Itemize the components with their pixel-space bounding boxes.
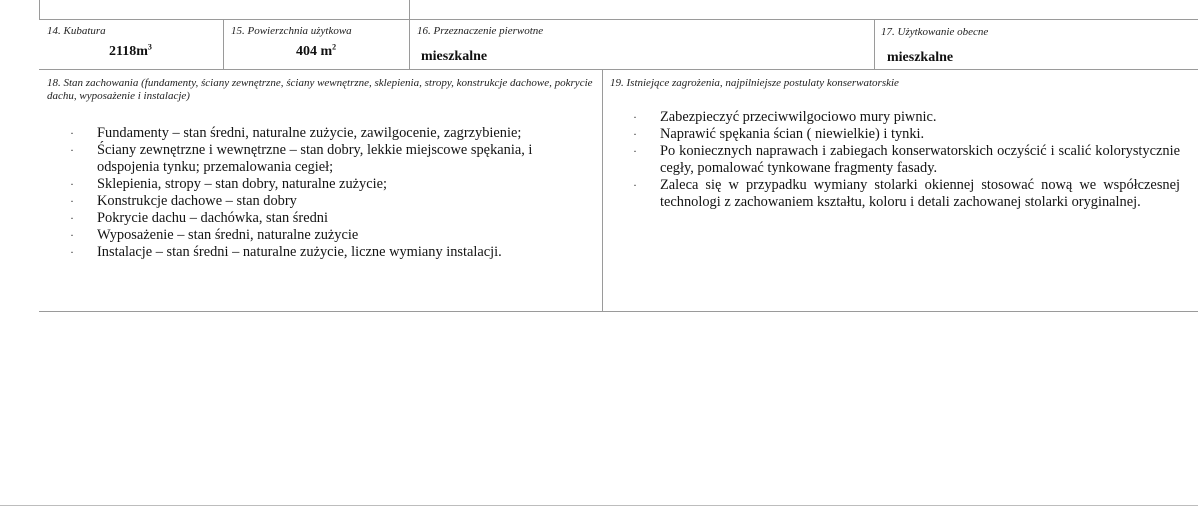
list-item — [70, 142, 585, 176]
divider-15-16 — [409, 19, 410, 69]
bullet-icon: · — [70, 228, 74, 242]
top-stub-line-left — [39, 0, 40, 19]
powierzchnia-unit-exponent: 2 — [332, 42, 337, 52]
list-item-text: Po koniecznych naprawach i zabiegach konserwatorskich oczyścić i scalić kolorystycznie cegły, pomalować tynkowane fragmenty fasady. — [660, 143, 1180, 176]
list-item — [70, 193, 585, 210]
divider-18-19 — [602, 69, 603, 312]
uzytkowanie-value: mieszkalne — [887, 50, 954, 65]
divider-14-15 — [223, 19, 224, 69]
row-middle-border — [39, 69, 1198, 70]
list-item — [633, 177, 1180, 211]
list-item — [70, 176, 585, 193]
list-item-text: Fundamenty – stan średni, naturalne zużycie, zawilgocenie, zagrzybienie; — [97, 125, 522, 141]
przeznaczenie-label: 16. Przeznaczenie pierwotne — [417, 25, 544, 37]
top-stub-line-mid — [409, 0, 410, 19]
list-item-text: Naprawić spękania ścian ( niewielkie) i tynki. — [660, 126, 925, 142]
list-item-text: Zaleca się w przypadku wymiany stolarki okiennej stosować nową we współczesnej technologi z zachowaniem kształtu, koloru i detali zachowanej stolarki oryginalnej. — [660, 177, 1180, 210]
list-item-text: Zabezpieczyć przeciwwilgociowo mury piwnic. — [660, 109, 937, 125]
kubatura-value — [109, 44, 152, 60]
bullet-icon: · — [70, 194, 74, 208]
zagrozenia-list — [633, 109, 1180, 211]
powierzchnia-number: 404 m — [296, 44, 333, 59]
list-item — [633, 109, 1180, 126]
uzytkowanie-label: 17. Użytkowanie obecne — [881, 26, 989, 38]
kubatura-unit-exponent: 3 — [147, 42, 152, 52]
kubatura-label: 14. Kubatura — [47, 25, 106, 37]
list-item — [70, 210, 585, 227]
bullet-icon: · — [633, 178, 637, 192]
bullet-icon: · — [633, 110, 637, 124]
list-item — [633, 126, 1180, 143]
list-item-text: Sklepienia, stropy – stan dobry, naturalne zużycie; — [97, 176, 387, 192]
list-item-text: Konstrukcje dachowe – stan dobry — [97, 193, 297, 209]
divider-16-17 — [874, 19, 875, 69]
bullet-icon: · — [70, 126, 74, 140]
list-item — [70, 125, 585, 142]
powierzchnia-label: 15. Powierzchnia użytkowa — [231, 25, 352, 37]
bullet-icon: · — [633, 144, 637, 158]
page-bottom-edge — [0, 505, 1198, 506]
row-top-border — [39, 19, 1198, 20]
row-bottom-border — [39, 311, 1198, 312]
stan-zachowania-label: 18. Stan zachowania (fundamenty, ściany zewnętrzne, ściany wewnętrzne, sklepienia, stropy, konstrukcje dachowe, pokrycie dachu, wyposażenie i instalacje) — [47, 77, 593, 102]
bullet-icon: · — [633, 127, 637, 141]
list-item-text: Instalacje – stan średni – naturalne zużycie, liczne wymiany instalacji. — [97, 244, 502, 260]
bullet-icon: · — [70, 143, 74, 157]
przeznaczenie-value: mieszkalne — [421, 49, 488, 64]
list-item — [70, 227, 585, 244]
list-item-text: Pokrycie dachu – dachówka, stan średni — [97, 210, 328, 226]
bullet-icon: · — [70, 211, 74, 225]
bullet-icon: · — [70, 245, 74, 259]
bullet-icon: · — [70, 177, 74, 191]
list-item-text: Wyposażenie – stan średni, naturalne zużycie — [97, 227, 359, 243]
powierzchnia-value — [296, 44, 336, 60]
list-item — [70, 244, 585, 261]
kubatura-number: 2118m — [109, 44, 148, 59]
list-item — [633, 143, 1180, 177]
list-item-text: Ściany zewnętrzne i wewnętrzne – stan dobry, lekkie miejscowe spękania, i odspojenia tynku; przemalowania cegieł; — [97, 142, 533, 175]
stan-zachowania-list — [70, 125, 585, 261]
zagrozenia-label: 19. Istniejące zagrożenia, najpilniejsze postulaty konserwatorskie — [610, 77, 899, 89]
